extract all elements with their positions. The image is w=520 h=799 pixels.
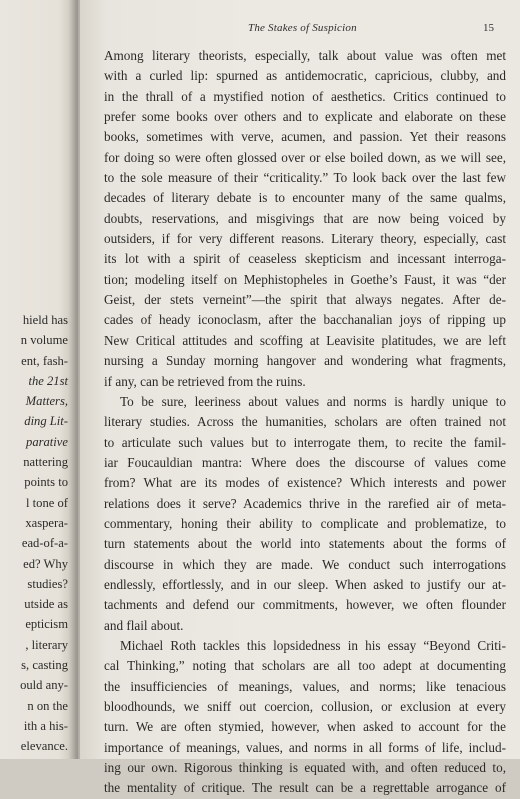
left-page-line: xaspera-	[25, 515, 68, 530]
right-page	[80, 0, 520, 796]
body-text	[104, 46, 506, 799]
text-line: iar Foucauldian mantra: Where does the discourse of values come	[104, 454, 506, 470]
text-line: turn. We are often stymied, however, when asked to account for the	[104, 719, 506, 735]
left-page-line: ead-of-a-	[21, 536, 68, 551]
left-page-text	[0, 310, 68, 757]
text-line: relations does it serve? Academics thrive in the rarefied air of meta-	[104, 495, 506, 511]
text-line: Michael Roth tackles this lopsidedness in his essay “Beyond Criti-	[120, 637, 506, 653]
text-line: if any, can be retrieved from the ruins.	[104, 373, 306, 389]
left-page-line: l tone of	[26, 495, 68, 510]
text-line: commentary, honing their ability to complicate and problematize, to	[104, 515, 506, 531]
left-page-line: n volume	[20, 333, 68, 348]
text-line: to the sole measure of their “criticality.” To look back over the last few	[104, 170, 506, 186]
text-line: doubts, reservations, and misgivings that are now being voiced by	[104, 210, 506, 226]
text-line: literary studies. Across the humanities, scholars are often trained not	[104, 414, 506, 430]
left-page-line: ed? Why	[23, 556, 68, 571]
text-line: importance of meanings, values, and norms in all forms of life, includ-	[104, 739, 506, 755]
text-line: prefer some books over others and to explicate and elaborate on these	[104, 109, 506, 125]
left-page-line: ent, fash-	[21, 353, 68, 368]
text-line: turn statements about the world into statements about the forms of	[104, 536, 506, 552]
text-line: and flail about.	[104, 617, 184, 633]
left-page-line: Matters,	[25, 394, 68, 409]
text-line: bloodhounds, we sniff out coercion, collusion, or exclusion at every	[104, 699, 506, 714]
text-line: To be sure, leeriness about values and norms is hardly unique to	[120, 393, 506, 409]
left-page-line: ith a his-	[23, 718, 68, 733]
text-line: nursing a Sunday morning hangover and wondering what fragments,	[104, 353, 506, 369]
text-line: tachments and defend our commitments, however, we often flounder	[104, 597, 506, 613]
text-line: Geist, der stets verneint”—the spirit that always negates. After de-	[104, 292, 506, 308]
text-line: New Critical attitudes and scoffing at Leavisite platitudes, we are left	[104, 332, 506, 348]
page-header	[80, 22, 520, 40]
text-line: ing our own. Rigorous thinking is equated with, and often reduced to,	[104, 760, 506, 776]
left-page-line: epticism	[25, 617, 68, 632]
left-page-line: studies?	[27, 576, 68, 591]
text-line: its lot with a spirit of ceaseless skepticism and incessant interroga-	[104, 251, 506, 267]
left-page-line: the 21st	[28, 373, 68, 388]
text-line: tion; modeling itself on Mephistopheles in Goethe’s Faust, it was “der	[104, 271, 506, 287]
text-line: books, sometimes with verve, acumen, and passion. Yet their reasons	[104, 129, 506, 145]
text-line: discourse in which they are made. We conduct such interrogations	[104, 556, 506, 572]
text-line: cal Thinking,” noting that scholars are all too adept at documenting	[104, 658, 506, 674]
text-line: for doing so were often glossed over or else boiled down, as we will see,	[104, 149, 506, 165]
left-page-line: hield has	[22, 313, 68, 327]
text-line: outsiders, if for very different reasons. Literary theory, especially, cast	[104, 231, 506, 247]
text-line: endlessly, effortlessly, and in our sleep. When asked to justify our at-	[104, 576, 506, 592]
page-number: 15	[483, 22, 494, 34]
left-page-line: ding Lit-	[24, 414, 68, 429]
text-line: decades of literary debate is to encounter many of the same qualms,	[104, 190, 506, 206]
text-line: to articulate such values but to interrogate them, to recite the famil-	[104, 434, 506, 450]
left-page-line: ould any-	[20, 678, 68, 693]
text-line: cades of heady iconoclasm, after the bacchanalian joys of ripping up	[104, 312, 506, 328]
left-page-line: utside as	[24, 597, 68, 612]
left-page-line: s, casting	[21, 658, 68, 673]
left-page-line: n on the	[27, 698, 68, 713]
left-page-line: points to	[24, 475, 68, 490]
text-line: from? What are its modes of existence? Which interests and power	[104, 475, 506, 491]
text-line: the insufficiencies of meanings, values, and norms; like tenacious	[104, 678, 506, 694]
text-line: with a curled lip: spurned as antidemocratic, capricious, clubby, and	[104, 68, 506, 84]
left-page-line: nattering	[23, 455, 68, 470]
left-page-line: elevance.	[20, 739, 68, 754]
left-page-line: , literary	[25, 637, 68, 652]
text-line: Among literary theorists, especially, talk about value was often met	[104, 48, 506, 63]
left-page	[0, 0, 78, 759]
running-head: The Stakes of Suspicion	[248, 22, 357, 34]
left-page-line: parative	[26, 434, 68, 449]
text-line: the mentality of critique. The result can be a regrettable arrogance of	[104, 780, 506, 796]
text-line: in the thrall of a mystified notion of aesthetics. Critics continued to	[104, 88, 506, 104]
